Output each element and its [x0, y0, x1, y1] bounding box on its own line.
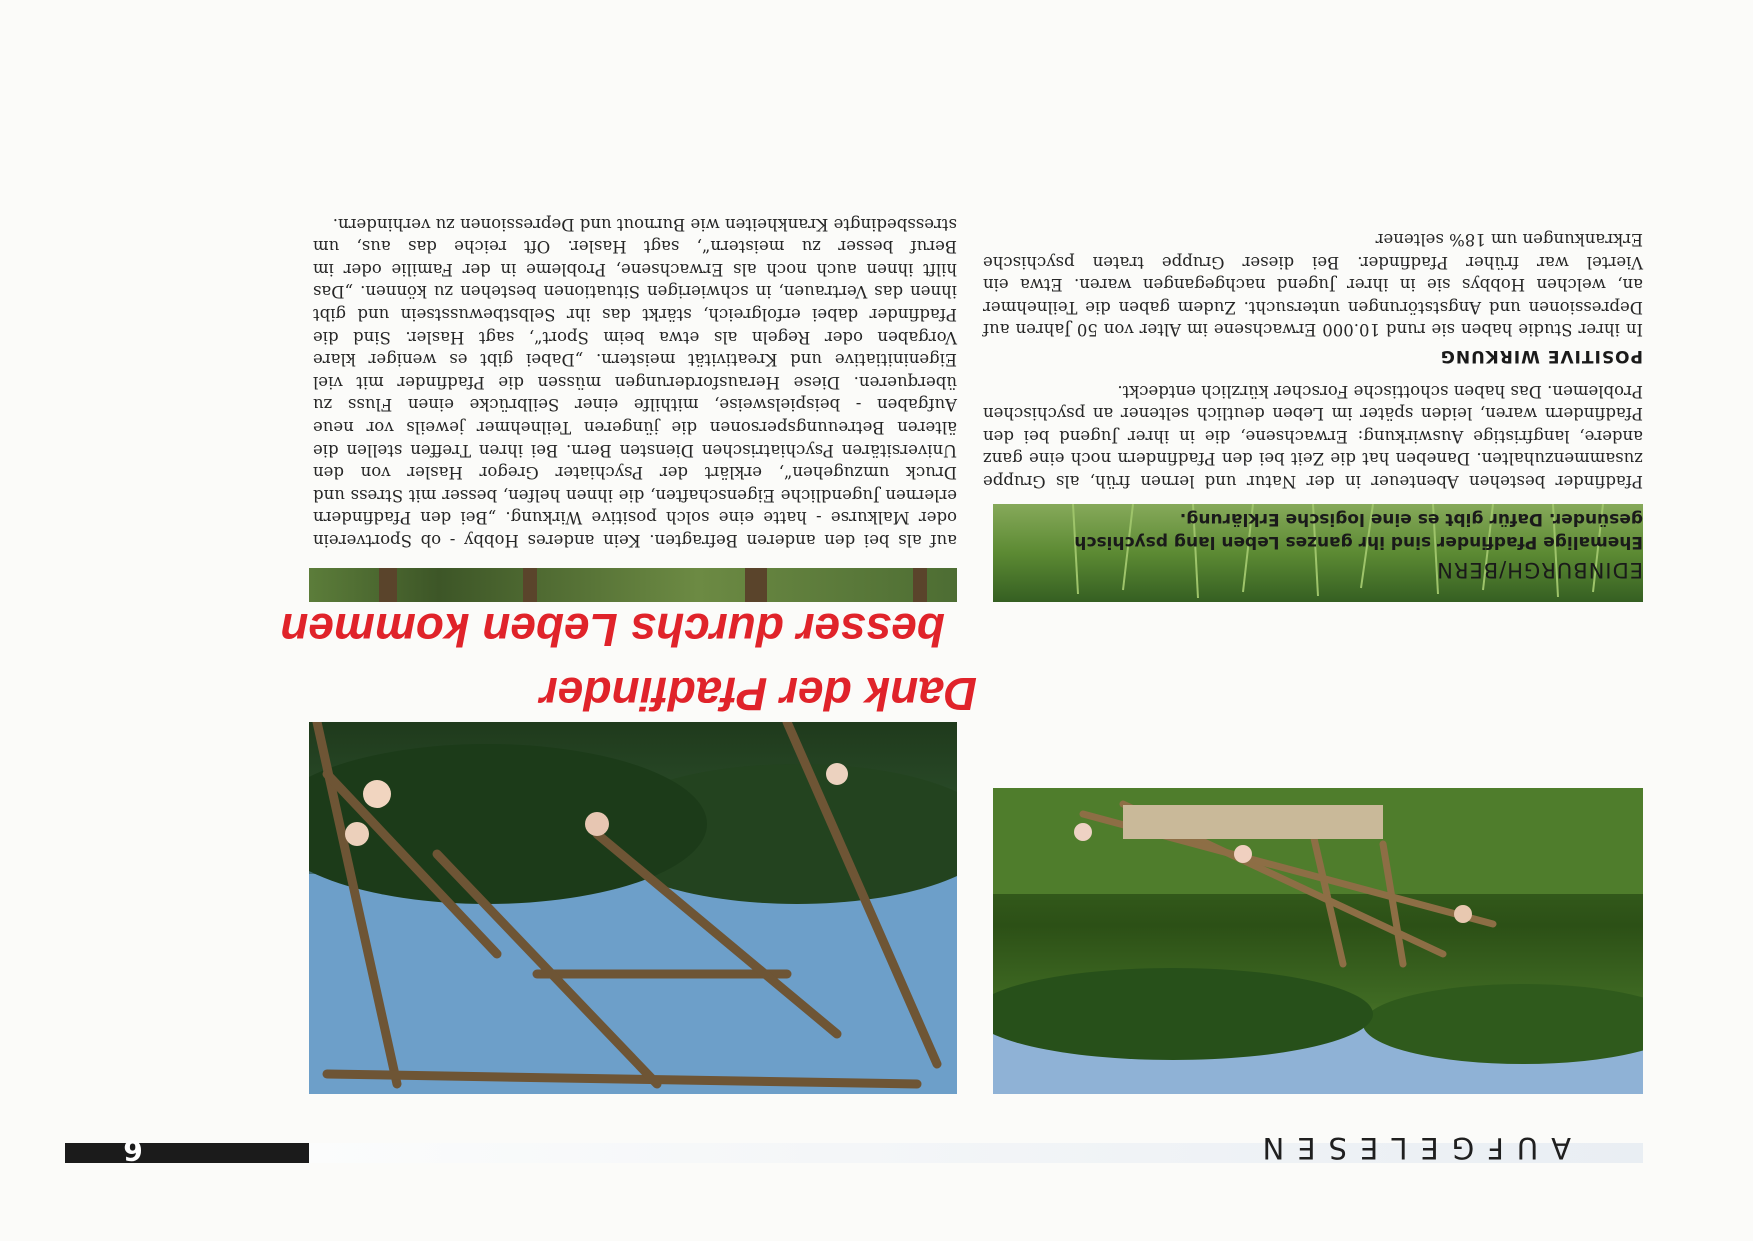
article-lead: Ehemalige Pfadfinder sind ihr ganzes Leben lang psychisch gesünder. Dafür gibt es eine logische Erklärung. [1074, 509, 1643, 552]
article-column-left [983, 227, 1643, 583]
subheading: POSITIVE WIRKUNG [1439, 346, 1643, 367]
tree-trunks-photo [309, 568, 957, 602]
body-paragraph-1: In ihrer Studie haben sie rund 10.000 Erwachsene im Alter von 50 Jahren auf Depressionen und Angststörungen untersucht. Zudem gaben die Teilnehmer an, welchen Hobbys sie in ihrer Jugend nachgegangen waren. Etwa ein Viertel war früher Pfadfinder. Bei dieser Gruppe traten psychische Erkrankungen um 18% seltener [983, 230, 1643, 340]
intro-paragraph: Pfadfinder bestehen Abenteuer in der Natur und lernen früh, als Gruppe zusammenzuhalten. Daneben hat die Zeit bei den Pfadfindern noch eine ganz andere, langfristige Auswirkung: Erwachsene, die in ihrer Jugend bei den Pfadfindern waren, leiden später im Leben deutlich seltener an psychischen Problemen. Das haben schottische Forscher kürzlich entdeckt. [983, 381, 1643, 491]
headline-line-2: besser durchs Leben kommen [280, 604, 945, 656]
page-number-bar [65, 1143, 309, 1163]
section-title: AUFGELESEN [1249, 1131, 1571, 1165]
page-number: 6 [123, 1134, 143, 1167]
headline [271, 598, 977, 726]
dateline: EDINBURGH/BERN [1436, 558, 1643, 582]
scout-tower-photo [309, 722, 957, 1094]
headline-line-1: Dank der Pfadfinder [539, 668, 977, 720]
scout-bridge-meadow-photo [993, 788, 1643, 1094]
body-paragraph-2: auf als bei den anderen Befragten. Kein anderes Hobby - ob Sportverein oder Malkurse - hatte eine solch positive Wirkung. „Bei den Pfadfindern erlernen Jugendliche Eigenschaften, die ihnen helfen, besser mit Stress und Druck umzugehen“, erklärt der Psychiater Gregor Hasler von den Universitären Psychiatrischen Diensten Bern. Bei ihren Treffen stellen die älteren Betreuungspersonen die jüngeren Teilnehmer jeweils vor neue Aufgaben - beispielsweise, mithilfe einer Seilbrücke einen Fluss zu überqueren. Diese Herausforderungen müssen die Pfadfinder mit viel Eigeninitiative und Kreativität meistern. „Dabei gibt es weniger klare Vorgaben oder Regeln als etwa beim Sport“, sagt Hasler. Sind die Pfadfinder dabei erfolgreich, stärkt das ihr Selbstbewusstsein und gibt ihnen das Vertrauen, in schwierigen Situationen bestehen zu können. „Das hilft ihnen auch noch als Erwachsene, Probleme in der Familie oder im Beruf besser zu meistern“, sagt Hasler. Oft reiche das aus, um stressbedingte Krankheiten wie Burnout und Depressionen zu verhindern. [313, 214, 957, 550]
article-column-right [313, 212, 957, 551]
